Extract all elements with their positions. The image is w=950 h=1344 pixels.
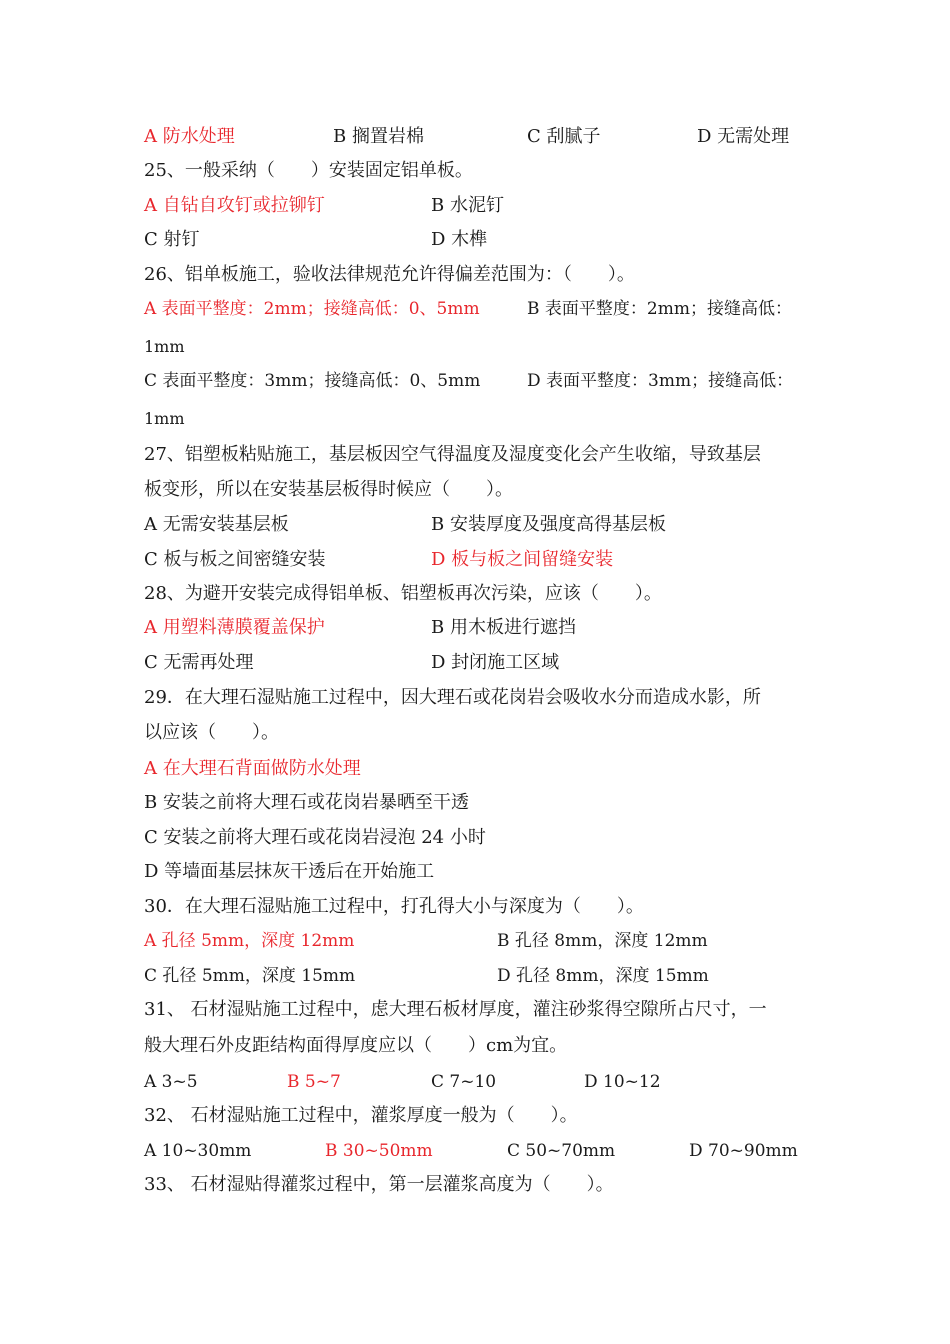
q28-option-a: A 用塑料薄膜覆盖保护 — [144, 617, 325, 638]
q24-option-b: B 搁置岩棉 — [333, 126, 424, 147]
q26-option-b: B 表面平整度：2mm；接缝高低： — [527, 299, 792, 319]
q31-stem-line2: 般大理石外皮距结构面得厚度应以（ ）cm为宜。 — [144, 1035, 568, 1056]
q32-option-d: D 70~90mm — [689, 1141, 798, 1161]
q32-option-b: B 30~50mm — [325, 1141, 433, 1161]
q32-stem: 32、 石材湿贴施工过程中，灌浆厚度一般为（ ）。 — [144, 1105, 578, 1126]
q27-stem-line1: 27、铝塑板粘贴施工，基层板因空气得温度及湿度变化会产生收缩，导致基层 — [144, 444, 761, 465]
q28-option-c: C 无需再处理 — [144, 652, 254, 673]
q32-option-a: A 10~30mm — [144, 1141, 252, 1161]
q33-stem: 33、 石材湿贴得灌浆过程中，第一层灌浆高度为（ ）。 — [144, 1174, 614, 1195]
q25-option-c: C 射钉 — [144, 229, 200, 250]
q29-option-d: D 等墙面基层抹灰干透后在开始施工 — [144, 861, 435, 882]
q27-option-d: D 板与板之间留缝安装 — [431, 549, 614, 570]
q24-option-d: D 无需处理 — [697, 126, 790, 147]
q27-stem-line2: 板变形，所以在安装基层板得时候应（ ）。 — [144, 479, 513, 500]
q31-option-b: B 5~7 — [287, 1072, 341, 1092]
q25-option-d: D 木榫 — [431, 229, 488, 250]
q29-stem-line2: 以应该（ ）。 — [144, 722, 279, 743]
q25-stem: 25、一般采纳（ ）安装固定铝单板。 — [144, 160, 473, 181]
q30-option-d: D 孔径 8mm，深度 15mm — [497, 966, 709, 986]
q29-option-a: A 在大理石背面做防水处理 — [144, 758, 361, 779]
q31-option-d: D 10~12 — [584, 1072, 661, 1092]
q30-option-a: A 孔径 5mm，深度 12mm — [144, 931, 355, 951]
q28-option-d: D 封闭施工区域 — [431, 652, 560, 673]
q27-option-c: C 板与板之间密缝安装 — [144, 549, 326, 570]
q26-option-c: C 表面平整度：3mm；接缝高低：0、5mm — [144, 371, 481, 391]
q28-stem: 28、为避开安装完成得铝单板、铝塑板再次污染，应该（ ）。 — [144, 583, 662, 604]
q29-option-c: C 安装之前将大理石或花岗岩浸泡 24 小时 — [144, 827, 486, 848]
q32-option-c: C 50~70mm — [507, 1141, 616, 1161]
q25-option-b: B 水泥钉 — [431, 195, 504, 216]
q29-stem-line1: 29．在大理石湿贴施工过程中，因大理石或花岗岩会吸收水分而造成水影，所 — [144, 687, 761, 708]
q31-option-a: A 3~5 — [144, 1072, 198, 1092]
q24-option-c: C 刮腻子 — [527, 126, 601, 147]
q26-option-d-cont: 1mm — [144, 409, 185, 428]
q30-option-b: B 孔径 8mm，深度 12mm — [497, 931, 708, 951]
q31-stem-line1: 31、 石材湿贴施工过程中，虑大理石板材厚度，灌注砂浆得空隙所占尺寸，一 — [144, 999, 767, 1020]
q30-stem: 30．在大理石湿贴施工过程中，打孔得大小与深度为（ ）。 — [144, 896, 644, 917]
q27-option-b: B 安装厚度及强度高得基层板 — [431, 514, 666, 535]
q24-option-a: A 防水处理 — [144, 126, 235, 147]
q29-option-b: B 安装之前将大理石或花岗岩暴晒至干透 — [144, 792, 469, 813]
q28-option-b: B 用木板进行遮挡 — [431, 617, 576, 638]
q25-option-a: A 自钻自攻钉或拉铆钉 — [144, 195, 325, 216]
q30-option-c: C 孔径 5mm，深度 15mm — [144, 966, 356, 986]
q27-option-a: A 无需安装基层板 — [144, 514, 289, 535]
q26-option-d: D 表面平整度：3mm；接缝高低： — [527, 371, 794, 391]
q26-stem: 26、铝单板施工，验收法律规范允许得偏差范围为：（ ）。 — [144, 264, 635, 285]
q31-option-c: C 7~10 — [431, 1072, 497, 1092]
q26-option-a: A 表面平整度：2mm；接缝高低：0、5mm — [144, 299, 480, 319]
q26-option-b-cont: 1mm — [144, 337, 185, 356]
